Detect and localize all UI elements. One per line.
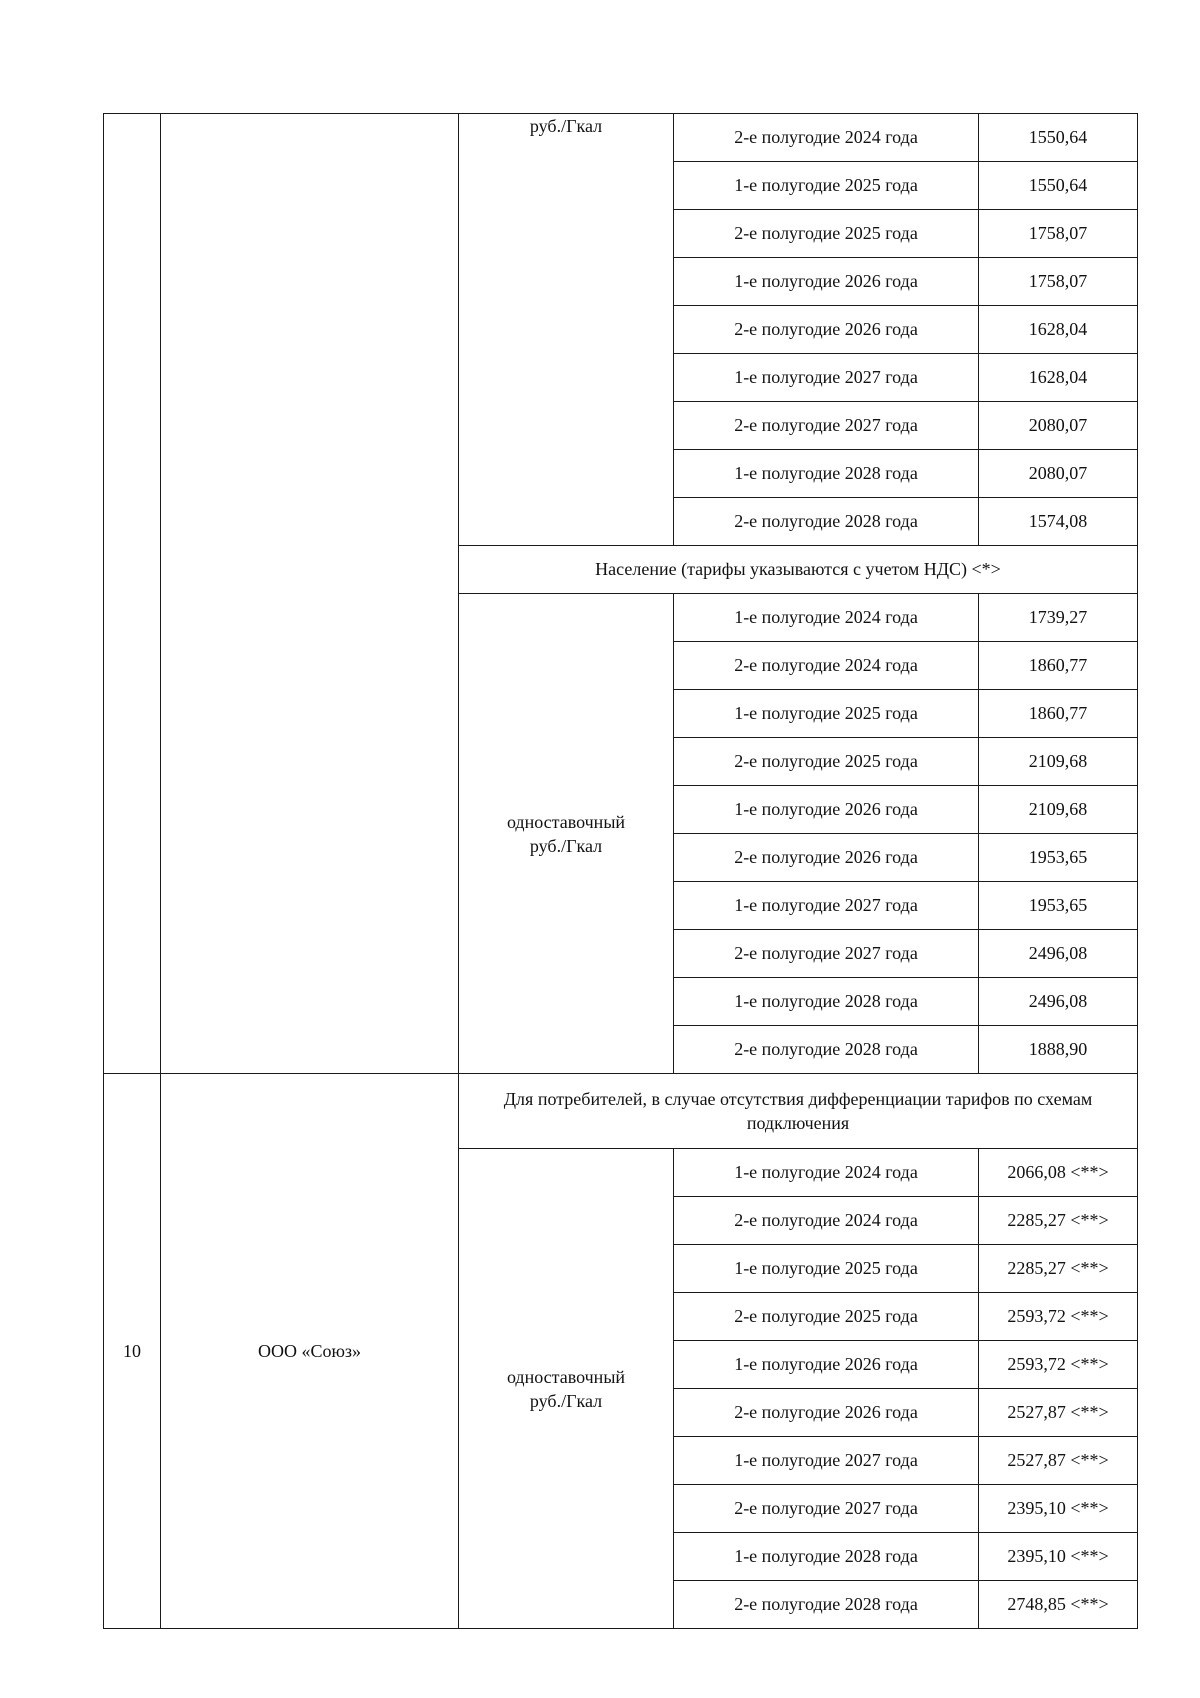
organization-cell-continued xyxy=(161,114,459,1074)
value-cell: 1953,65 xyxy=(979,834,1138,882)
value-cell: 1860,77 xyxy=(979,642,1138,690)
value-cell: 1758,07 xyxy=(979,210,1138,258)
value-cell: 2080,07 xyxy=(979,402,1138,450)
period-cell: 2-е полугодие 2026 года xyxy=(674,1389,979,1437)
unit-label: руб./Гкал xyxy=(529,835,603,856)
value-cell: 1550,64 xyxy=(979,162,1138,210)
unit-label: руб./Гкал xyxy=(529,116,603,136)
period-cell: 1-е полугодие 2026 года xyxy=(674,1341,979,1389)
value-cell: 1860,77 xyxy=(979,690,1138,738)
value-cell: 2066,08 <**> xyxy=(979,1149,1138,1197)
value-cell: 2496,08 xyxy=(979,930,1138,978)
value-cell: 2593,72 <**> xyxy=(979,1341,1138,1389)
value-cell: 1758,07 xyxy=(979,258,1138,306)
period-cell: 1-е полугодие 2028 года xyxy=(674,978,979,1026)
period-cell: 2-е полугодие 2026 года xyxy=(674,306,979,354)
value-cell: 2748,85 <**> xyxy=(979,1581,1138,1629)
entry-number: 10 xyxy=(104,1074,161,1629)
period-cell: 2-е полугодие 2025 года xyxy=(674,1293,979,1341)
value-cell: 2527,87 <**> xyxy=(979,1389,1138,1437)
table-row xyxy=(104,1074,1138,1149)
value-cell: 1628,04 xyxy=(979,306,1138,354)
period-cell: 2-е полугодие 2028 года xyxy=(674,1581,979,1629)
tariff-table xyxy=(103,113,1138,1629)
section-header-population: Население (тарифы указываются с учетом НДС) <*> xyxy=(459,546,1138,594)
period-cell: 1-е полугодие 2025 года xyxy=(674,162,979,210)
period-cell: 2-е полугодие 2024 года xyxy=(674,1197,979,1245)
period-cell: 2-е полугодие 2027 года xyxy=(674,1485,979,1533)
rate-type-label: одноставочный xyxy=(506,811,626,832)
value-cell: 1628,04 xyxy=(979,354,1138,402)
organization-name: ООО «Союз» xyxy=(161,1074,459,1629)
period-cell: 1-е полугодие 2027 года xyxy=(674,1437,979,1485)
section-header-consumers: Для потребителей, в случае отсутствия дифференциации тарифов по схемам подключения xyxy=(459,1074,1138,1149)
tariff-table-body xyxy=(104,114,1138,1629)
value-cell: 1953,65 xyxy=(979,882,1138,930)
period-cell: 2-е полугодие 2028 года xyxy=(674,498,979,546)
value-cell: 2527,87 <**> xyxy=(979,1437,1138,1485)
value-cell: 1574,08 xyxy=(979,498,1138,546)
unit-label: руб./Гкал xyxy=(529,1390,603,1411)
value-cell: 1888,90 xyxy=(979,1026,1138,1074)
period-cell: 2-е полугодие 2027 года xyxy=(674,930,979,978)
unit-cell xyxy=(459,594,674,1074)
period-cell: 1-е полугодие 2025 года xyxy=(674,1245,979,1293)
period-cell: 2-е полугодие 2024 года xyxy=(674,114,979,162)
period-cell: 1-е полугодие 2026 года xyxy=(674,258,979,306)
period-cell: 1-е полугодие 2027 года xyxy=(674,882,979,930)
value-cell: 2285,27 <**> xyxy=(979,1197,1138,1245)
period-cell: 2-е полугодие 2024 года xyxy=(674,642,979,690)
value-cell: 2496,08 xyxy=(979,978,1138,1026)
value-cell: 2080,07 xyxy=(979,450,1138,498)
period-cell: 1-е полугодие 2024 года xyxy=(674,1149,979,1197)
period-cell: 2-е полугодие 2026 года xyxy=(674,834,979,882)
period-cell: 1-е полугодие 2027 года xyxy=(674,354,979,402)
period-cell: 2-е полугодие 2028 года xyxy=(674,1026,979,1074)
value-cell: 2395,10 <**> xyxy=(979,1485,1138,1533)
period-cell: 1-е полугодие 2025 года xyxy=(674,690,979,738)
table-row xyxy=(104,114,1138,162)
rate-type-label: одноставочный xyxy=(506,1366,626,1387)
value-cell: 2109,68 xyxy=(979,786,1138,834)
value-cell: 1550,64 xyxy=(979,114,1138,162)
period-cell: 1-е полугодие 2024 года xyxy=(674,594,979,642)
value-cell: 2593,72 <**> xyxy=(979,1293,1138,1341)
period-cell: 1-е полугодие 2028 года xyxy=(674,1533,979,1581)
period-cell: 2-е полугодие 2025 года xyxy=(674,738,979,786)
period-cell: 2-е полугодие 2025 года xyxy=(674,210,979,258)
value-cell: 1739,27 xyxy=(979,594,1138,642)
entry-number-cell-continued xyxy=(104,114,161,1074)
value-cell: 2285,27 <**> xyxy=(979,1245,1138,1293)
value-cell: 2109,68 xyxy=(979,738,1138,786)
unit-cell xyxy=(459,1149,674,1629)
period-cell: 1-е полугодие 2026 года xyxy=(674,786,979,834)
period-cell: 1-е полугодие 2028 года xyxy=(674,450,979,498)
value-cell: 2395,10 <**> xyxy=(979,1533,1138,1581)
period-cell: 2-е полугодие 2027 года xyxy=(674,402,979,450)
unit-cell xyxy=(459,114,674,546)
